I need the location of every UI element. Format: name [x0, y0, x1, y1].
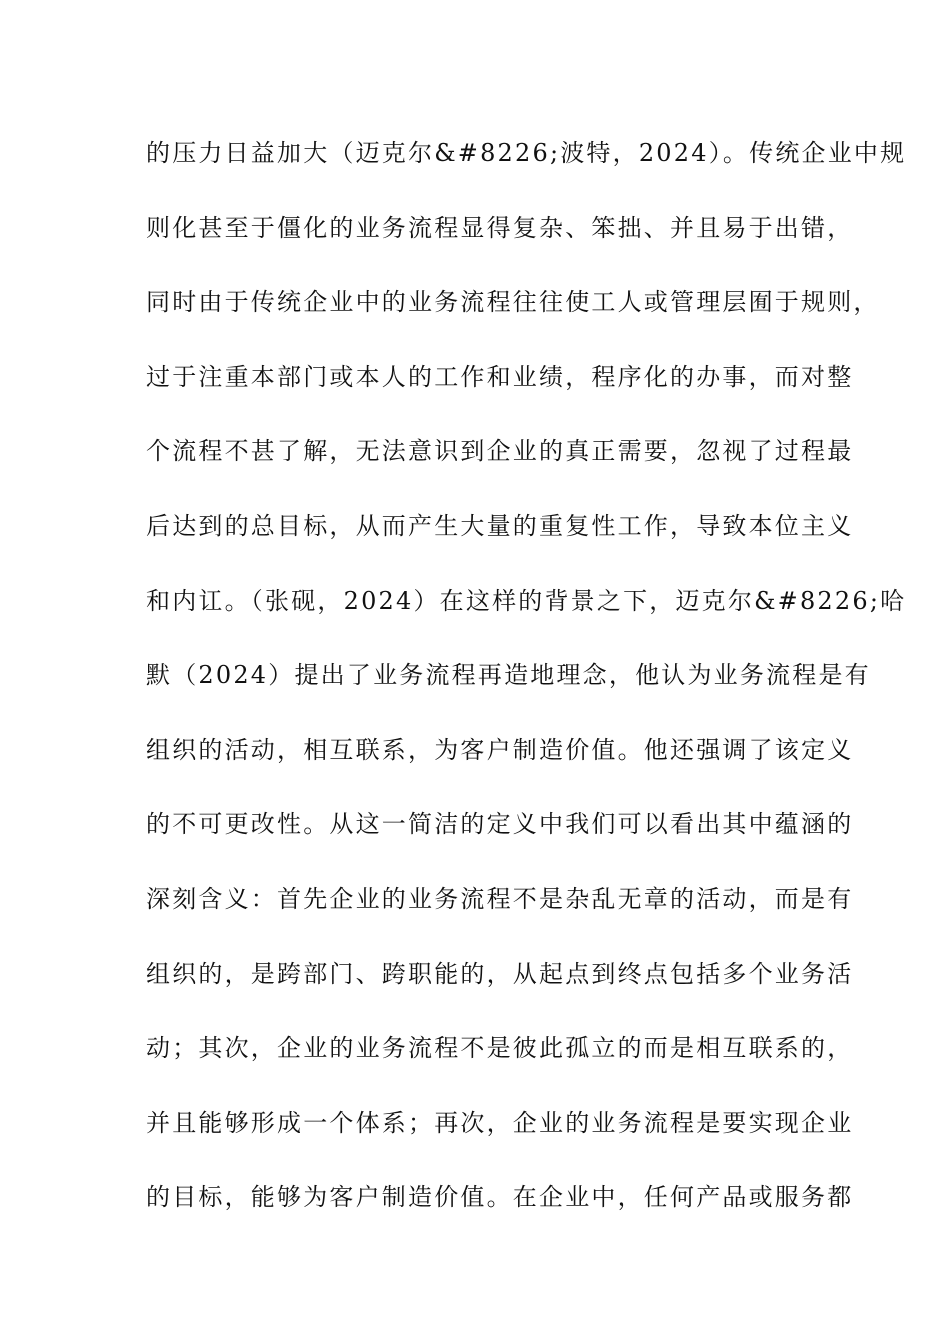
text-line: 个流程不甚了解，无法意识到企业的真正需要，忽视了过程最 — [146, 437, 854, 466]
text-line: 的目标，能够为客户制造价值。在企业中，任何产品或服务都 — [146, 1183, 854, 1212]
text-line: 同时由于传统企业中的业务流程往往使工人或管理层囿于规则， — [146, 288, 880, 317]
text-line: 默（2024）提出了业务流程再造地理念，他认为业务流程是有 — [146, 661, 871, 690]
text-line: 深刻含义：首先企业的业务流程不是杂乱无章的活动，而是有 — [146, 884, 854, 913]
text-line: 后达到的总目标，从而产生大量的重复性工作，导致本位主义 — [146, 511, 854, 540]
text-line: 组织的活动，相互联系，为客户制造价值。他还强调了该定义 — [146, 735, 854, 764]
text-line: 和内讧。（张砚，2024）在这样的背景之下，迈克尔&#8226;哈 — [146, 586, 907, 615]
text-line: 则化甚至于僵化的业务流程显得复杂、笨拙、并且易于出错， — [146, 213, 854, 242]
text-line: 动；其次，企业的业务流程不是彼此孤立的而是相互联系的， — [146, 1034, 854, 1063]
text-line: 过于注重本部门或本人的工作和业绩，程序化的办事，而对整 — [146, 362, 854, 391]
text-line: 并且能够形成一个体系；再次，企业的业务流程是要实现企业 — [146, 1108, 854, 1137]
text-line: 的压力日益加大（迈克尔&#8226;波特，2024）。传统企业中规 — [146, 139, 907, 167]
body-paragraph — [146, 131, 907, 1250]
text-line: 的不可更改性。从这一简洁的定义中我们可以看出其中蕴涵的 — [146, 810, 854, 839]
text-line: 组织的，是跨部门、跨职能的，从起点到终点包括多个业务活 — [146, 959, 854, 988]
